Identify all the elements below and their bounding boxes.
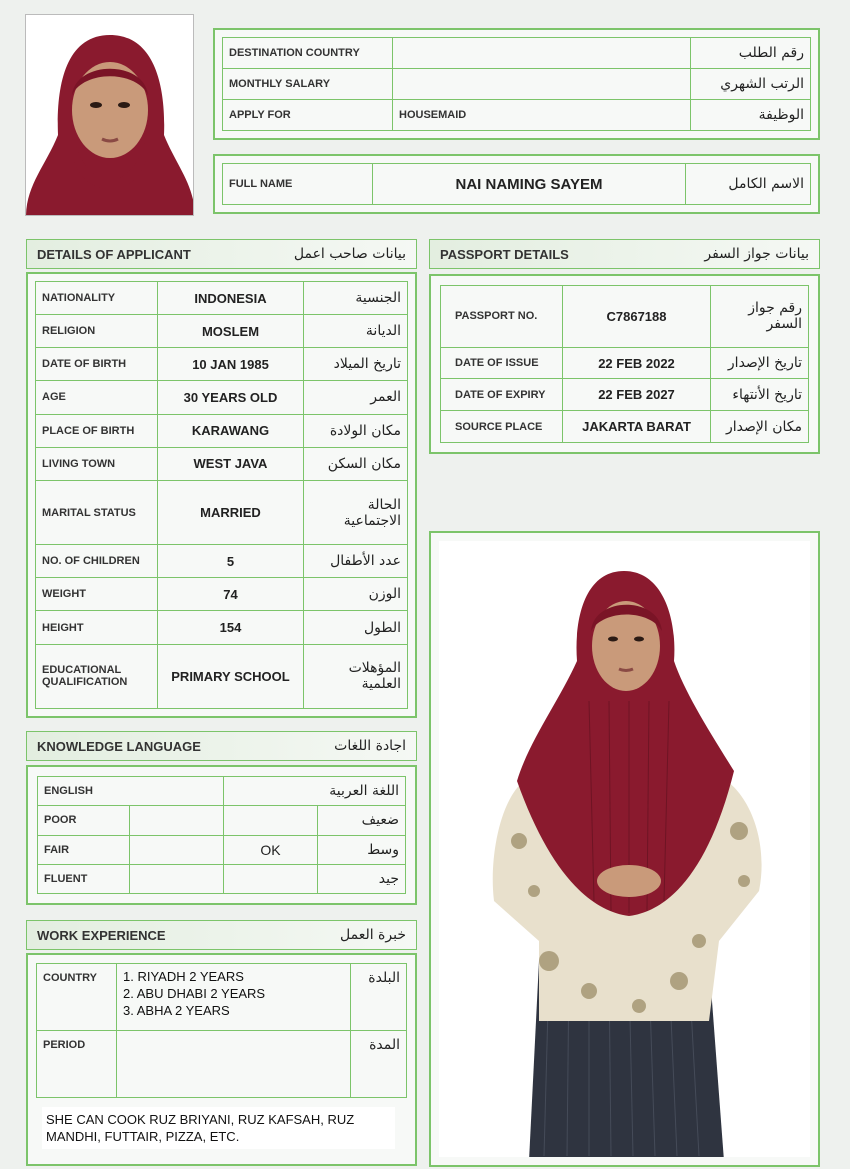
passport-header: [429, 239, 820, 269]
portrait-photo: [25, 14, 194, 216]
table-row: [36, 578, 408, 611]
applicant-field-ar: العمر: [304, 381, 408, 414]
applicant-field-label: HEIGHT: [36, 611, 158, 644]
applicant-field-value: 5: [158, 545, 304, 578]
passport-field-label: DATE OF ISSUE: [441, 347, 563, 379]
applicant-field-label: EDUCATIONAL QUALIFICATION: [36, 644, 158, 708]
applicant-field-ar: مكان الولادة: [304, 414, 408, 447]
table-row: [38, 864, 406, 893]
destination-country-value: [393, 38, 691, 69]
applicant-title-ar: بيانات صاحب اعمل: [293, 246, 406, 262]
applicant-field-value: KARAWANG: [158, 414, 304, 447]
applicant-field-ar: الحالة الاجتماعية: [304, 480, 408, 544]
work-title: WORK EXPERIENCE: [37, 927, 166, 943]
applicant-field-label: LIVING TOWN: [36, 447, 158, 480]
table-row: [223, 164, 811, 205]
language-table: [37, 776, 406, 894]
applicant-field-label: PLACE OF BIRTH: [36, 414, 158, 447]
country-item: 1. RIYADH 2 YEARS: [123, 969, 244, 984]
passport-title-ar: بيانات جواز السفر: [704, 246, 809, 262]
applicant-field-label: MARITAL STATUS: [36, 480, 158, 544]
work-title-ar: خبرة العمل: [340, 927, 406, 943]
applicant-field-ar: الجنسية: [304, 282, 408, 315]
table-row: [223, 100, 811, 131]
language-level-ar: جيد: [317, 864, 405, 893]
work-notes: SHE CAN COOK RUZ BRIYANI, RUZ KAFSAH, RUZ MANDHI, FUTTAIR, PIZZA, ETC.: [42, 1107, 395, 1149]
period-ar: المدة: [351, 1031, 407, 1098]
passport-table: [440, 285, 809, 443]
table-row: [38, 777, 406, 806]
table-row: [37, 964, 407, 1031]
apply-for-label: APPLY FOR: [223, 100, 393, 131]
language-english-header: ENGLISH: [38, 777, 224, 806]
period-value: [117, 1031, 351, 1098]
language-level-label: FLUENT: [38, 864, 130, 893]
applicant-field-value: MOSLEM: [158, 315, 304, 348]
applicant-field-ar: الوزن: [304, 578, 408, 611]
table-row: [36, 644, 408, 708]
full-body-photo: [439, 541, 810, 1157]
monthly-salary-value: [393, 69, 691, 100]
language-english-value: [130, 864, 224, 893]
applicant-field-value: 10 JAN 1985: [158, 348, 304, 381]
passport-title: PASSPORT DETAILS: [440, 246, 569, 262]
applicant-field-value: PRIMARY SCHOOL: [158, 644, 304, 708]
country-item: 2. ABU DHABI 2 YEARS: [123, 986, 266, 1001]
passport-field-value: C7867188: [563, 286, 711, 348]
country-item: 3. ABHA 2 YEARS: [123, 1003, 230, 1018]
table-row: [36, 414, 408, 447]
table-row: [223, 69, 811, 100]
language-arabic-value: [223, 806, 317, 835]
work-header: [26, 920, 417, 950]
table-row: [36, 545, 408, 578]
applicant-box: [26, 272, 417, 718]
full-name-box: [213, 154, 820, 214]
table-row: [441, 379, 809, 411]
apply-for-ar: الوظيفة: [691, 100, 811, 131]
country-label: COUNTRY: [37, 964, 117, 1031]
full-body-photo-frame: [429, 531, 820, 1167]
country-ar: البلدة: [351, 964, 407, 1031]
applicant-field-label: NATIONALITY: [36, 282, 158, 315]
applicant-field-value: WEST JAVA: [158, 447, 304, 480]
applicant-field-value: MARRIED: [158, 480, 304, 544]
passport-box: [429, 274, 820, 454]
passport-field-label: PASSPORT NO.: [441, 286, 563, 348]
countries-cell: [117, 964, 351, 1031]
full-body-illustration: [439, 541, 810, 1157]
language-level-ar: ضعيف: [317, 806, 405, 835]
language-title-ar: اجادة اللغات: [334, 738, 406, 754]
table-row: [37, 1031, 407, 1098]
language-english-value: [130, 806, 224, 835]
portrait-illustration: [26, 15, 194, 216]
passport-field-label: DATE OF EXPIRY: [441, 379, 563, 411]
applicant-field-label: WEIGHT: [36, 578, 158, 611]
applicant-field-ar: مكان السكن: [304, 447, 408, 480]
full-name-ar: الاسم الكامل: [686, 164, 811, 205]
work-table: [36, 963, 407, 1098]
passport-field-ar: رقم جواز السفر: [711, 286, 809, 348]
table-row: [36, 315, 408, 348]
applicant-field-label: DATE OF BIRTH: [36, 348, 158, 381]
applicant-header: [26, 239, 417, 269]
applicant-field-ar: عدد الأطفال: [304, 545, 408, 578]
table-row: [223, 38, 811, 69]
language-level-label: FAIR: [38, 835, 130, 864]
period-label: PERIOD: [37, 1031, 117, 1098]
applicant-table: [35, 281, 408, 709]
table-row: [441, 411, 809, 443]
applicant-field-value: 74: [158, 578, 304, 611]
table-row: [38, 835, 406, 864]
passport-field-ar: مكان الإصدار: [711, 411, 809, 443]
applicant-field-ar: الطول: [304, 611, 408, 644]
applicant-field-label: RELIGION: [36, 315, 158, 348]
applicant-field-ar: الديانة: [304, 315, 408, 348]
passport-field-value: JAKARTA BARAT: [563, 411, 711, 443]
passport-field-value: 22 FEB 2022: [563, 347, 711, 379]
job-info-box: [213, 28, 820, 140]
applicant-title: DETAILS OF APPLICANT: [37, 246, 191, 262]
table-row: [36, 447, 408, 480]
applicant-field-label: NO. OF CHILDREN: [36, 545, 158, 578]
job-info-table: [222, 37, 811, 131]
language-level-label: POOR: [38, 806, 130, 835]
language-arabic-value: OK: [223, 835, 317, 864]
language-header: [26, 731, 417, 761]
language-level-ar: وسط: [317, 835, 405, 864]
applicant-field-value: INDONESIA: [158, 282, 304, 315]
table-row: [36, 282, 408, 315]
table-row: [441, 347, 809, 379]
work-box: [26, 953, 417, 1166]
table-row: [441, 286, 809, 348]
table-row: [36, 348, 408, 381]
applicant-field-label: AGE: [36, 381, 158, 414]
destination-country-label: DESTINATION COUNTRY: [223, 38, 393, 69]
applicant-field-ar: المؤهلات العلمية: [304, 644, 408, 708]
table-row: [36, 480, 408, 544]
monthly-salary-label: MONTHLY SALARY: [223, 69, 393, 100]
apply-for-value: HOUSEMAID: [393, 100, 691, 131]
destination-country-ar: رقم الطلب: [691, 38, 811, 69]
full-name-table: [222, 163, 811, 205]
table-row: [36, 611, 408, 644]
language-title: KNOWLEDGE LANGUAGE: [37, 738, 201, 754]
language-english-value: [130, 835, 224, 864]
table-row: [36, 381, 408, 414]
full-name-value: NAI NAMING SAYEM: [373, 164, 686, 205]
full-name-label: FULL NAME: [223, 164, 373, 205]
passport-field-ar: تاريخ الأنتهاء: [711, 379, 809, 411]
passport-field-ar: تاريخ الإصدار: [711, 347, 809, 379]
passport-field-label: SOURCE PLACE: [441, 411, 563, 443]
table-row: [38, 806, 406, 835]
language-box: [26, 765, 417, 905]
applicant-field-value: 30 YEARS OLD: [158, 381, 304, 414]
passport-field-value: 22 FEB 2027: [563, 379, 711, 411]
monthly-salary-ar: الرتب الشهري: [691, 69, 811, 100]
language-arabic-header: اللغة العربية: [223, 777, 405, 806]
applicant-field-ar: تاريخ الميلاد: [304, 348, 408, 381]
language-arabic-value: [223, 864, 317, 893]
applicant-field-value: 154: [158, 611, 304, 644]
